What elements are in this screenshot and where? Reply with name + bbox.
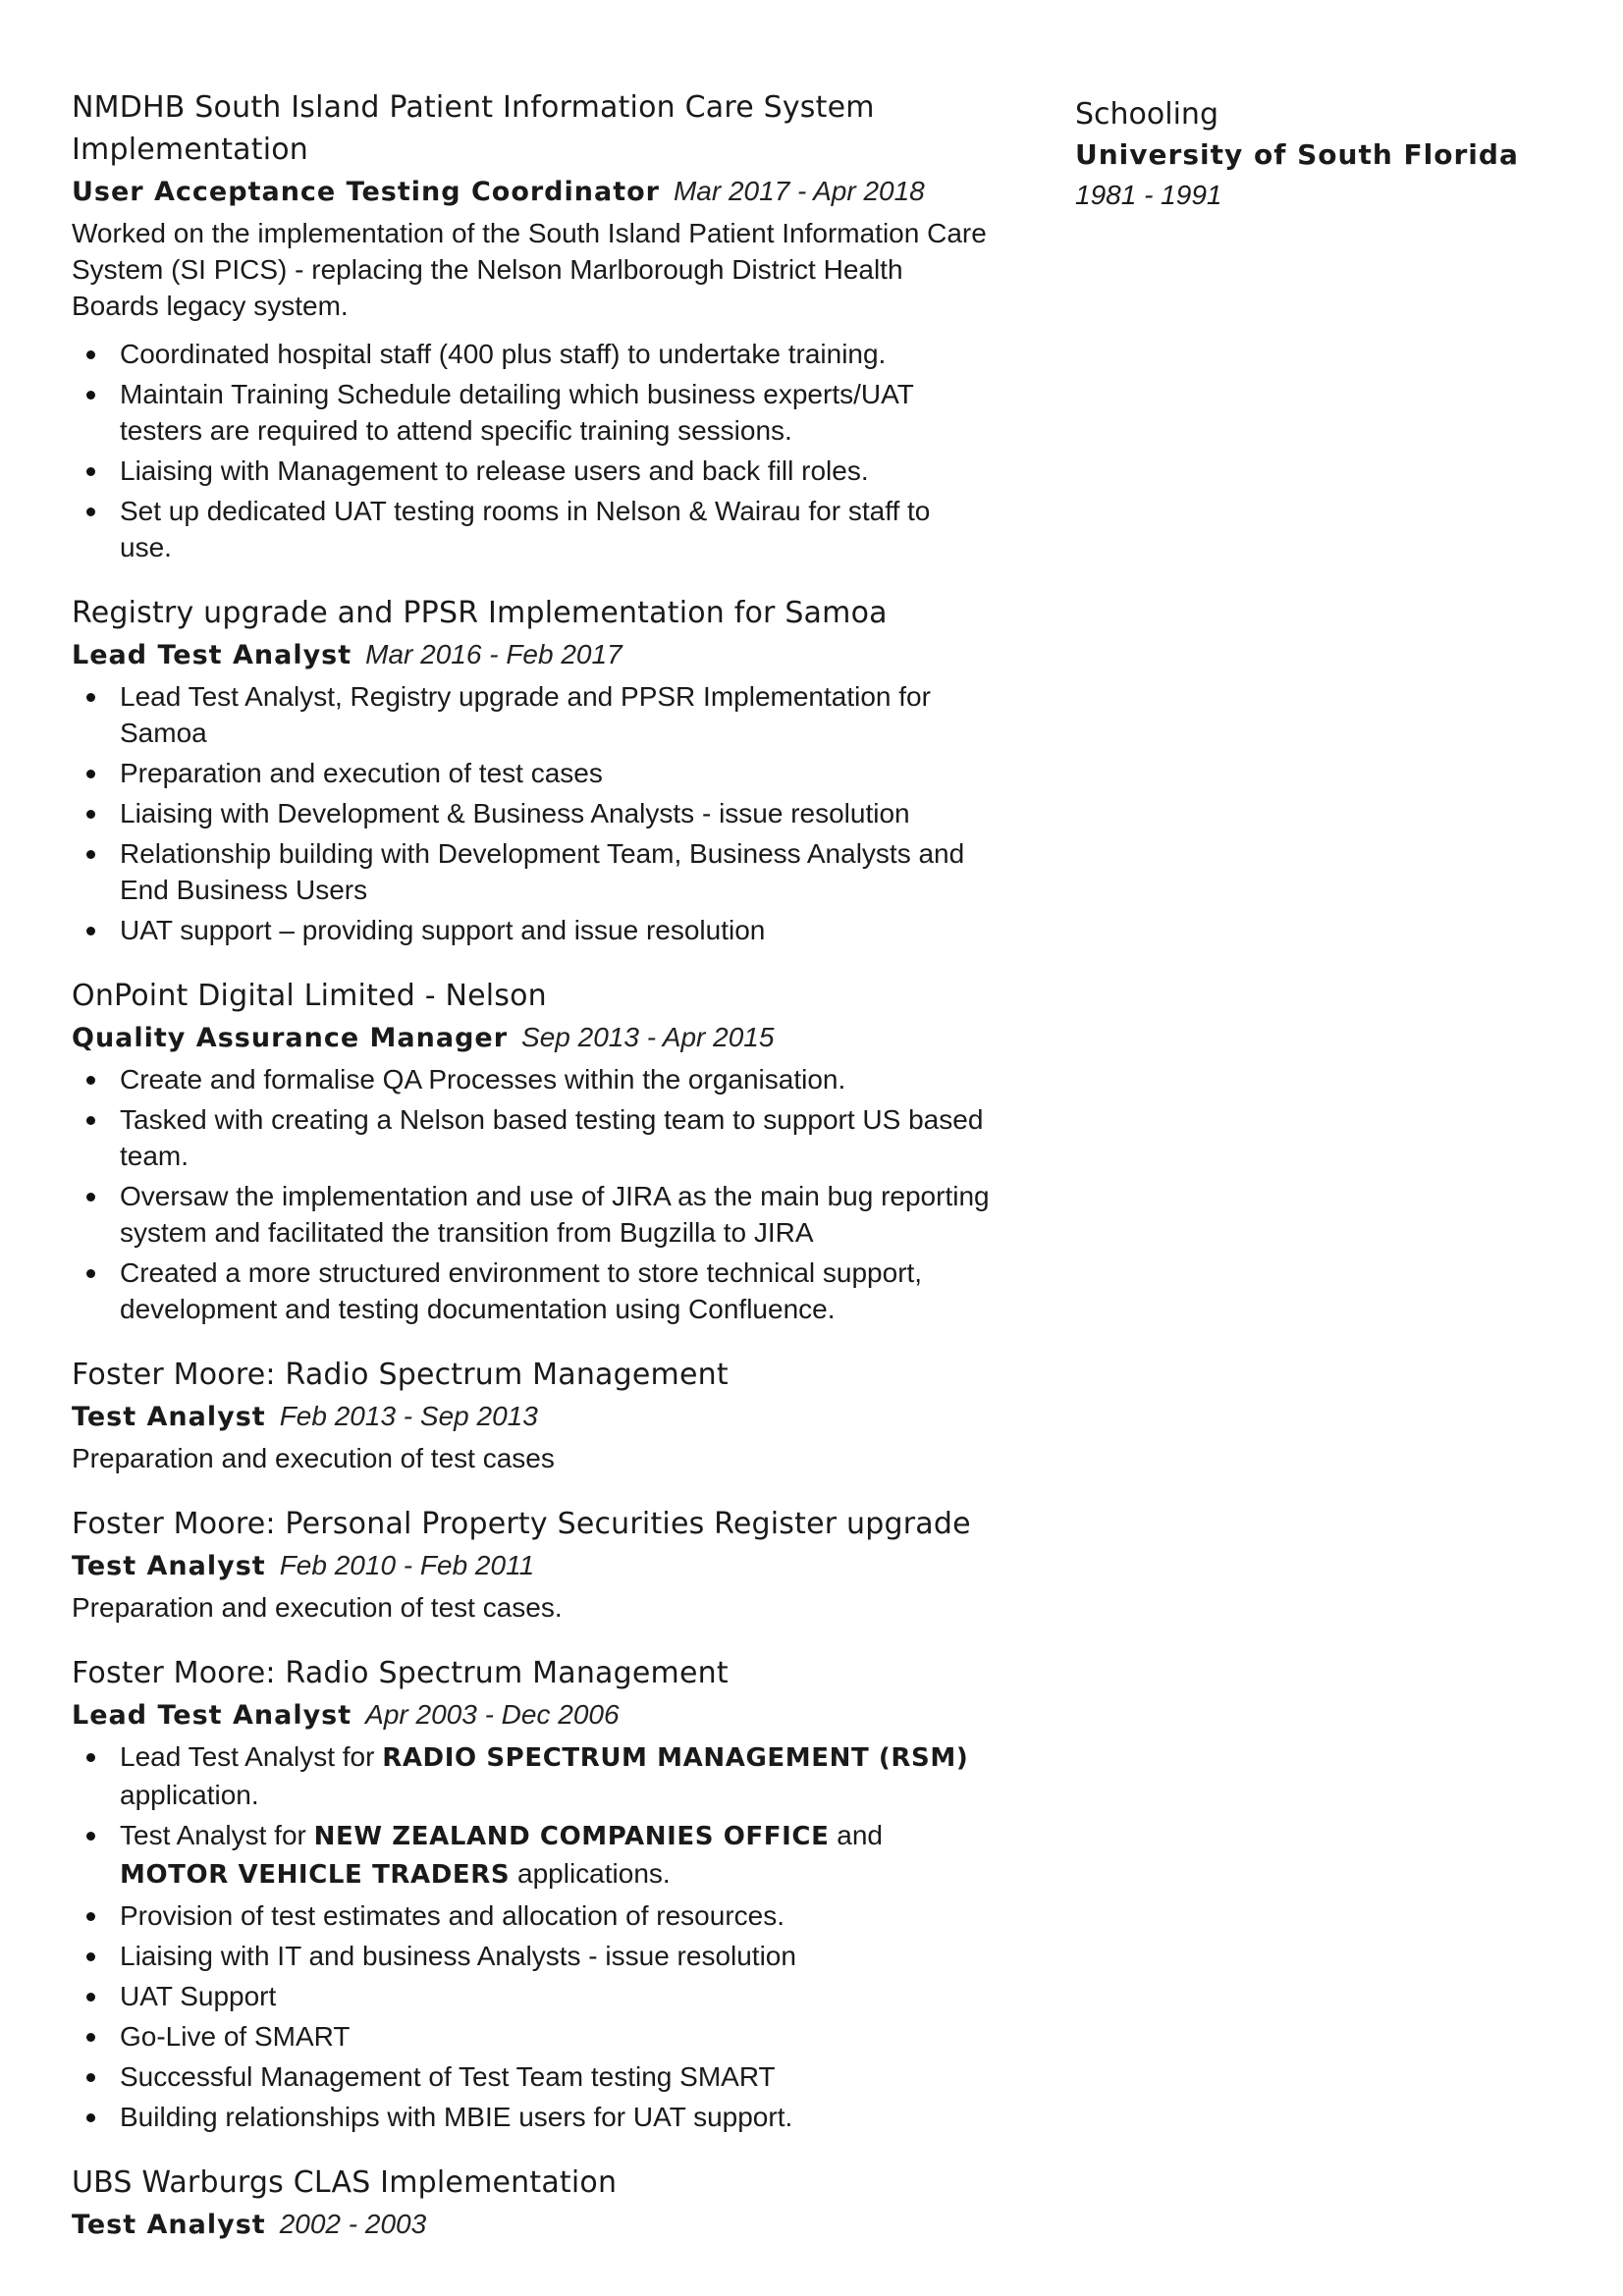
job-dates: Mar 2016 - Feb 2017 bbox=[365, 639, 622, 669]
bullet-emphasis: NEW ZEALAND COMPANIES OFFICE bbox=[313, 1822, 830, 1851]
role-line bbox=[72, 1694, 990, 1738]
job-entry bbox=[72, 86, 990, 565]
job-title: Foster Moore: Personal Property Securities Register upgrade bbox=[72, 1507, 971, 1541]
job-entry bbox=[72, 1354, 990, 1476]
bullet-item: Successful Management of Test Team testing SMART bbox=[72, 2058, 990, 2095]
bullet-emphasis: RADIO SPECTRUM MANAGEMENT (RSM) bbox=[382, 1743, 969, 1773]
job-title: OnPoint Digital Limited - Nelson bbox=[72, 979, 547, 1013]
bullet-item: Oversaw the implementation and use of JIRA as the main bug reporting system and facilitated the transition from Bugzilla to JIRA bbox=[72, 1178, 990, 1251]
bullet-item: Lead Test Analyst, Registry upgrade and PPSR Implementation for Samoa bbox=[72, 678, 990, 751]
bullet-item: Preparation and execution of test cases bbox=[72, 755, 990, 791]
job-bullets bbox=[72, 678, 990, 948]
job-dates: Apr 2003 - Dec 2006 bbox=[365, 1699, 620, 1730]
role-line bbox=[72, 2204, 990, 2248]
bullet-item bbox=[72, 1738, 990, 1813]
experience-section bbox=[72, 86, 990, 2274]
bullet-item: Provision of test estimates and allocation of resources. bbox=[72, 1897, 990, 1934]
bullet-item: UAT support – providing support and issue resolution bbox=[72, 912, 990, 948]
job-role: Test Analyst bbox=[72, 1402, 266, 1432]
role-line bbox=[72, 1017, 990, 1061]
bullet-text: application. bbox=[120, 1780, 259, 1810]
job-role: User Acceptance Testing Coordinator bbox=[72, 177, 660, 207]
job-entry bbox=[72, 975, 990, 1327]
education-heading: Schooling bbox=[1075, 97, 1218, 132]
job-description: Preparation and execution of test cases. bbox=[72, 1592, 563, 1623]
job-bullets bbox=[72, 1061, 990, 1327]
bullet-item: Create and formalise QA Processes within the organisation. bbox=[72, 1061, 990, 1097]
bullet-item: Tasked with creating a Nelson based testing team to support US based team. bbox=[72, 1101, 990, 1174]
bullet-item: Go-Live of SMART bbox=[72, 2018, 990, 2055]
job-description: Worked on the implementation of the South Island Patient Information Care System (SI PICS) - replacing the Nelson Marlborough District Health Boards legacy system. bbox=[72, 218, 987, 321]
job-role: Test Analyst bbox=[72, 2210, 266, 2240]
role-line bbox=[72, 634, 990, 678]
bullet-item: Created a more structured environment to store technical support, development and testing documentation using Confluence. bbox=[72, 1255, 990, 1327]
job-title: Foster Moore: Radio Spectrum Management bbox=[72, 1358, 729, 1392]
education-school: University of South Florida bbox=[1075, 138, 1519, 171]
bullet-item: Liaising with Development & Business Analysts - issue resolution bbox=[72, 795, 990, 831]
job-dates: 2002 - 2003 bbox=[279, 2209, 427, 2239]
job-title: NMDHB South Island Patient Information Care System Implementation bbox=[72, 90, 875, 167]
job-entry bbox=[72, 1652, 990, 2135]
job-dates: Feb 2013 - Sep 2013 bbox=[279, 1401, 538, 1431]
bullet-item: Coordinated hospital staff (400 plus staff) to undertake training. bbox=[72, 336, 990, 372]
job-entry bbox=[72, 1503, 990, 1626]
job-bullets bbox=[72, 1738, 990, 2135]
bullet-item: Relationship building with Development Team, Business Analysts and End Business Users bbox=[72, 835, 990, 908]
bullet-item: Liaising with Management to release users and back fill roles. bbox=[72, 453, 990, 489]
bullet-item: UAT Support bbox=[72, 1978, 990, 2014]
bullet-emphasis: MOTOR VEHICLE TRADERS bbox=[120, 1860, 511, 1890]
job-description: Preparation and execution of test cases bbox=[72, 1443, 555, 1473]
bullet-text: and bbox=[829, 1820, 883, 1850]
education-dates: 1981 - 1991 bbox=[1075, 180, 1222, 210]
bullet-item: Building relationships with MBIE users for UAT support. bbox=[72, 2099, 990, 2135]
bullet-item: Liaising with IT and business Analysts - issue resolution bbox=[72, 1938, 990, 1974]
bullet-text: Lead Test Analyst for bbox=[120, 1741, 383, 1772]
job-title: Registry upgrade and PPSR Implementation for Samoa bbox=[72, 596, 888, 630]
role-line bbox=[72, 171, 990, 215]
job-title: Foster Moore: Radio Spectrum Management bbox=[72, 1656, 729, 1690]
job-dates: Mar 2017 - Apr 2018 bbox=[673, 176, 925, 206]
job-bullets bbox=[72, 336, 990, 565]
job-title: UBS Warburgs CLAS Implementation bbox=[72, 2165, 618, 2200]
bullet-item: Maintain Training Schedule detailing which business experts/UAT testers are required to attend specific training sessions. bbox=[72, 376, 990, 449]
bullet-item: Set up dedicated UAT testing rooms in Nelson & Wairau for staff to use. bbox=[72, 493, 990, 565]
job-role: Test Analyst bbox=[72, 1551, 266, 1581]
job-dates: Sep 2013 - Apr 2015 bbox=[521, 1022, 775, 1052]
bullet-item bbox=[72, 1817, 990, 1894]
job-dates: Feb 2010 - Feb 2011 bbox=[279, 1550, 535, 1580]
job-role: Quality Assurance Manager bbox=[72, 1023, 509, 1053]
education-section bbox=[1075, 94, 1586, 216]
job-entry bbox=[72, 592, 990, 948]
job-entry bbox=[72, 2162, 990, 2248]
bullet-text: Test Analyst for bbox=[120, 1820, 314, 1850]
role-line bbox=[72, 1545, 990, 1589]
job-role: Lead Test Analyst bbox=[72, 1700, 352, 1731]
bullet-text: applications. bbox=[510, 1858, 671, 1889]
job-role: Lead Test Analyst bbox=[72, 640, 352, 670]
role-line bbox=[72, 1396, 990, 1440]
